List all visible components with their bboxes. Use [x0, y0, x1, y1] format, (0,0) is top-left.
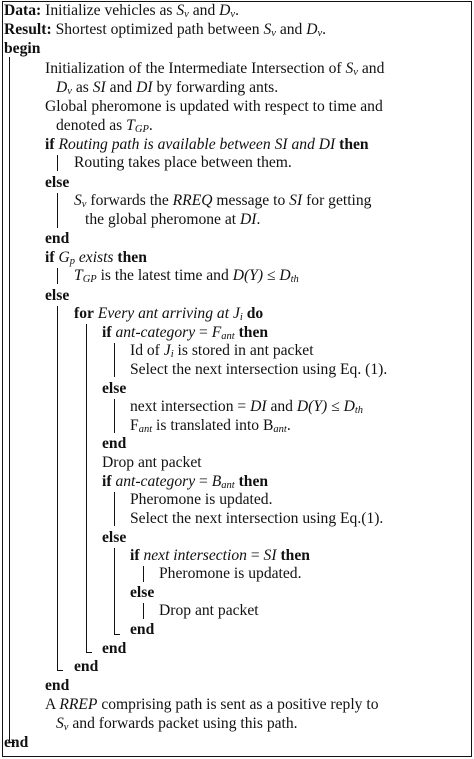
math-sub: th	[290, 274, 299, 285]
text: Initialization of the Intermediate Intersection of	[45, 60, 342, 77]
data-line	[4, 2, 239, 20]
then-keyword: then	[280, 547, 310, 564]
math-dv: D	[56, 79, 68, 96]
if-keyword: if	[130, 547, 140, 564]
else-keyword: else	[45, 174, 70, 191]
init-line-2	[56, 79, 278, 97]
math-sv: S	[263, 21, 272, 38]
block-bar	[86, 324, 87, 652]
math-sub: v	[81, 199, 87, 210]
math-si: SI	[289, 192, 303, 209]
block-bar-main	[9, 57, 10, 742]
text: message to	[216, 192, 286, 209]
pheromone-updated-line: Pheromone is updated.	[159, 565, 302, 582]
block-tick	[57, 670, 63, 671]
do-keyword: do	[246, 305, 264, 322]
math-sub: v	[230, 9, 236, 20]
init-line-1	[45, 60, 384, 78]
math-sv: S	[176, 2, 185, 19]
text: and	[270, 398, 293, 415]
global-pheromone-line-1: Global pheromone is updated with respect to time and	[45, 98, 383, 115]
block-bar	[57, 306, 58, 670]
math-sv: S	[74, 192, 82, 209]
result-keyword: Result:	[4, 21, 52, 38]
math-sub: ant	[138, 424, 153, 435]
math-sub: v	[271, 28, 276, 39]
math-sub: v	[184, 9, 189, 20]
if-gp-exists	[45, 249, 147, 267]
math-sub: i	[170, 349, 174, 360]
pheromone-updated-line: Pheromone is updated.	[130, 491, 273, 508]
punct: .	[148, 117, 153, 134]
math-t: T	[126, 117, 135, 134]
then-keyword: then	[117, 249, 147, 266]
math-sub: v	[353, 67, 358, 78]
data-keyword: Data:	[4, 2, 42, 19]
math-sub: GP	[82, 274, 97, 285]
else-keyword: else	[102, 529, 127, 546]
drop-ant-packet-line: Drop ant packet	[159, 602, 259, 619]
condition: ant-category	[115, 324, 196, 341]
text: comprising path is sent as a positive reply to	[101, 696, 379, 713]
if-next-intersection-si	[130, 547, 310, 565]
text: and	[109, 79, 133, 96]
math-di: DI	[240, 211, 257, 228]
math-sub: ant	[273, 424, 287, 435]
for-keyword: for	[74, 305, 94, 322]
math-sub: v	[317, 28, 323, 39]
condition: next intersection	[143, 547, 247, 564]
rrep-line-1	[45, 696, 379, 714]
text: the global pheromone at	[85, 211, 237, 228]
result-and: and	[279, 21, 303, 38]
math-si: SI	[92, 79, 106, 96]
math-sub: i	[239, 312, 243, 323]
text: is stored in ant packet	[177, 342, 314, 359]
else-keyword: else	[102, 380, 127, 397]
math-rrep: RREP	[59, 696, 98, 713]
math-sv: S	[345, 60, 354, 77]
else-keyword: else	[45, 287, 70, 304]
text: next intersection =	[130, 398, 247, 415]
text: is translated into B	[156, 417, 274, 434]
else-keyword: else	[130, 584, 155, 601]
math-di: DI	[136, 79, 153, 96]
next-intersection-line	[130, 398, 363, 416]
math-dy: D(Y) ≤ D	[296, 398, 355, 415]
block-bar	[114, 548, 115, 634]
end-keyword: end	[4, 734, 29, 751]
if-keyword: if	[45, 136, 55, 153]
block-tick	[114, 634, 120, 635]
condition: and	[291, 136, 315, 153]
routing-takes-place: Routing takes place between them.	[74, 154, 292, 171]
text: for getting	[306, 192, 372, 209]
math-t: T	[74, 267, 83, 284]
math-sub: v	[63, 722, 69, 733]
text: A	[45, 696, 56, 713]
block-bar	[57, 155, 58, 171]
block-bar	[114, 492, 115, 526]
math-j: J	[232, 305, 240, 322]
block-bar	[143, 603, 144, 619]
text: is the latest time and	[100, 267, 229, 284]
forward-rreq-line-2	[85, 211, 260, 229]
equals: =	[199, 324, 208, 341]
data-and: and	[192, 2, 216, 19]
text: by forwarding ants.	[156, 79, 279, 96]
if-keyword: if	[45, 249, 55, 266]
rrep-line-2	[56, 715, 298, 733]
if-ant-category-f	[102, 324, 268, 342]
select-next-line: Select the next intersection using Eq.(1).	[130, 510, 384, 527]
block-bar	[114, 399, 115, 433]
math-g: G	[58, 249, 70, 266]
end-keyword: end	[102, 640, 127, 657]
math-f: F	[211, 324, 222, 341]
punct: .	[286, 417, 291, 434]
end-keyword: end	[45, 677, 70, 694]
condition: Every ant arriving at	[97, 305, 230, 322]
math-si: SI	[274, 136, 288, 153]
if-keyword: if	[102, 324, 112, 341]
text: and forwards packet using this path.	[72, 715, 298, 732]
then-keyword: then	[238, 473, 269, 490]
math-sub: th	[354, 405, 363, 416]
math-sub: GP	[134, 124, 149, 135]
for-each-ant	[74, 305, 263, 323]
punct: .	[235, 2, 239, 19]
end-keyword: end	[45, 230, 70, 247]
punct: .	[322, 21, 327, 38]
end-keyword: end	[130, 621, 155, 638]
if-keyword: if	[102, 473, 112, 490]
math-b: B	[211, 473, 222, 490]
math-di: DI	[318, 136, 336, 153]
math-sub: p	[69, 256, 75, 267]
text: forwards the	[90, 192, 169, 209]
math-rreq: RREQ	[172, 192, 213, 209]
text: as	[75, 79, 89, 96]
end-keyword: end	[74, 658, 99, 675]
equals: =	[199, 473, 208, 490]
math-dv: D	[219, 2, 231, 19]
block-bar	[143, 566, 144, 582]
block-bar	[57, 193, 58, 228]
translate-line	[130, 417, 291, 435]
text: denoted as	[56, 117, 123, 134]
drop-ant-packet-line: Drop ant packet	[102, 454, 202, 471]
forward-rreq-line-1	[74, 192, 371, 210]
equals: =	[250, 547, 260, 564]
result-line	[4, 21, 326, 39]
global-pheromone-line-2	[56, 117, 153, 135]
text: F	[130, 417, 139, 434]
math-si: SI	[263, 547, 277, 564]
then-keyword: then	[238, 324, 269, 341]
text: Id of	[130, 342, 160, 359]
math-di: DI	[250, 398, 267, 415]
math-dv: D	[306, 21, 318, 38]
id-stored-line	[130, 342, 314, 360]
block-bar	[57, 268, 58, 284]
end-keyword: end	[102, 435, 127, 452]
punct: .	[256, 211, 261, 228]
math-sub: ant	[221, 480, 235, 491]
result-text: Shortest optimized path between	[55, 21, 260, 38]
if-ant-category-b	[102, 473, 268, 491]
tgp-latest-line	[74, 267, 299, 285]
text: and	[361, 60, 385, 77]
math-j: J	[163, 342, 171, 359]
condition: Routing path is available between	[58, 136, 271, 153]
condition: exists	[78, 249, 114, 266]
data-text: Initialize vehicles as	[45, 2, 173, 19]
block-bar	[114, 343, 115, 377]
math-sv: S	[56, 715, 64, 732]
block-tick	[86, 652, 92, 653]
math-sub: ant	[221, 331, 235, 342]
then-keyword: then	[339, 136, 369, 153]
math-dy: D(Y) ≤ D	[232, 267, 291, 284]
select-next-line: Select the next intersection using Eq. (1).	[130, 361, 388, 378]
begin-keyword: begin	[4, 40, 41, 57]
if-routing-path	[45, 136, 369, 154]
condition: ant-category	[115, 473, 196, 490]
math-sub: v	[67, 86, 72, 97]
